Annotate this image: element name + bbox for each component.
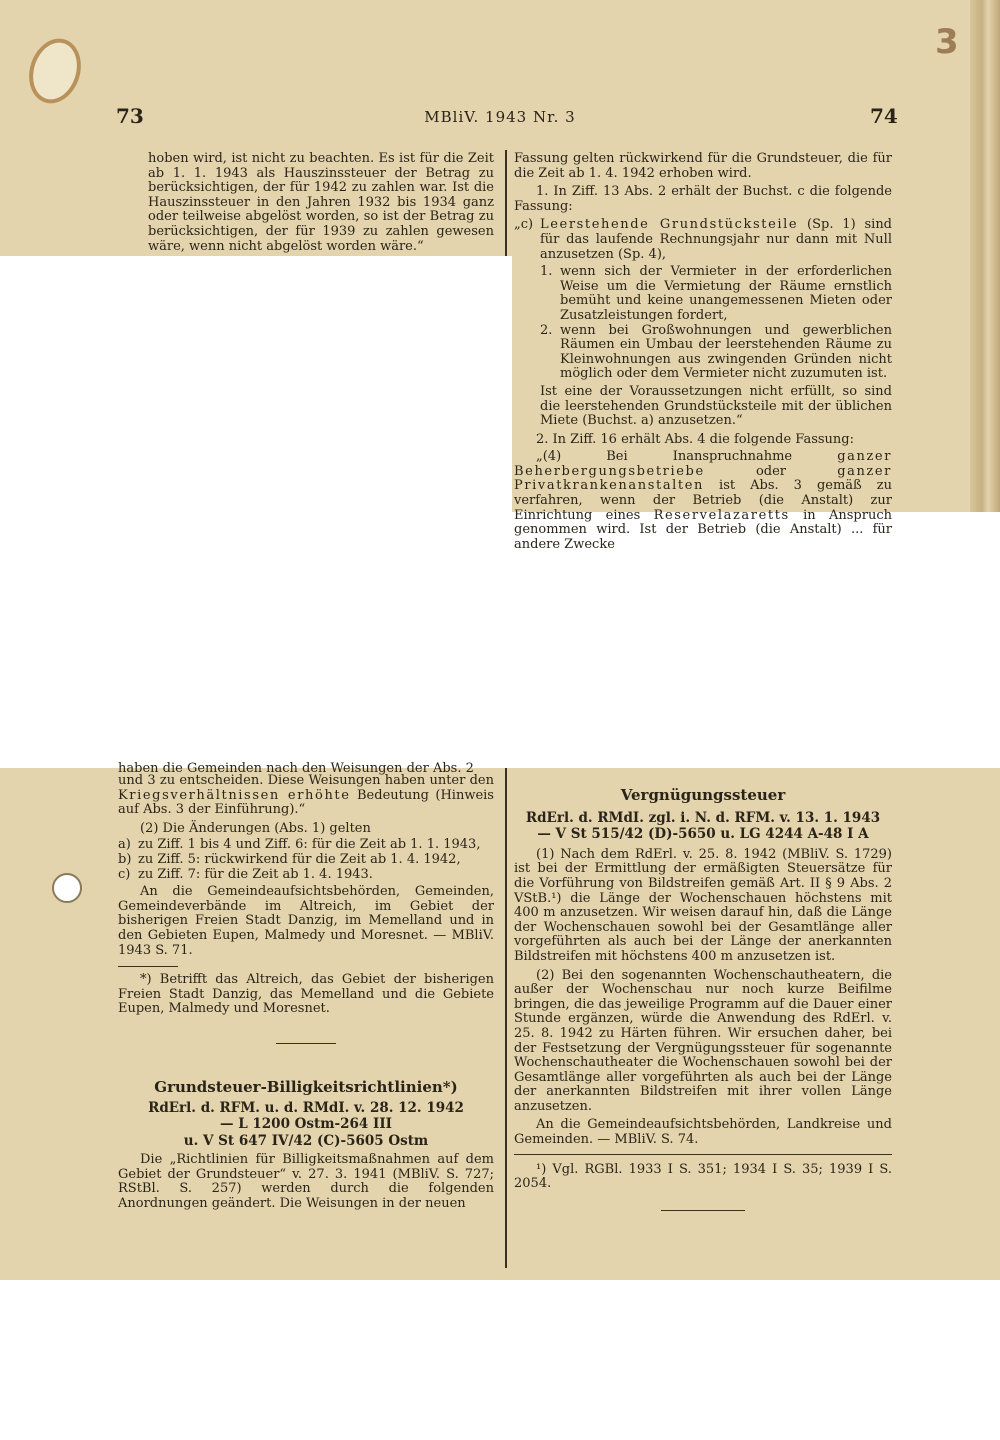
paragraph-weisungen: und 3 zu entscheiden. Diese Weisungen haben unter den Kriegsverhältnissen erhöhte Bedeutung (Hinweis auf Abs. 3 der Einführung).“ (118, 773, 494, 818)
footnote-rule (118, 966, 178, 967)
page-number-right: 74 (870, 104, 898, 128)
sub-item-1: 1. wenn sich der Vermieter in der erforderlichen Weise um die Vermietung der Räume ernstlich bemüht und keine unangemessenen Mieten oder Zusatzleistungen fordert, (540, 264, 892, 323)
paragraph-closing: Ist eine der Voraussetzungen nicht erfüllt, so sind die leerstehenden Grundstücksteile mit der üblichen Miete (Buchst. a) anzusetzen.“ (540, 383, 892, 429)
top-left-column (148, 152, 494, 256)
paragraph-body: Die „Richtlinien für Billigkeitsmaßnahmen auf dem Gebiet der Grundsteuer“ v. 27. 3. 1941 (MBliV. S. 727; RStBl. S. 257) werden durch die folgenden Anordnungen geändert. Die Weisungen in der neuen (118, 1152, 494, 1212)
column-rule-bottom (505, 768, 507, 1268)
decree-line: — V St 515/42 (D)-5650 u. LG 4244 A-48 I A (537, 826, 869, 843)
paragraph: hoben wird, ist nicht zu beachten. Es ist für die Zeit ab 1. 1. 1943 als Hauszinssteuer der Betrag zu berücksichtigen, der für 1942 zu zahlen war. Ist die Hauszinssteuer in den Jahren 1932 bis 1934 ganz oder teilweise abgelöst worden, so ist der Betrag zu berücksichtigen, der für 1939 zu zahlen gewesen wäre, wenn nicht abgelöst worden wäre.“ (148, 151, 494, 254)
list-item: c) zu Ziff. 7: für die Zeit ab 1. 4. 1943. (118, 866, 373, 882)
paragraph-aenderungen: (2) Die Änderungen (Abs. 1) gelten (140, 820, 371, 836)
punch-hole (52, 873, 82, 903)
paragraph-abs4: „(4) Bei Inanspruchnahme ganzer Beherbergungsbetriebe oder ganzer Privatkrankenanstalten ist Abs. 3 gemäß zu verfahren, wenn der Betrieb (die Anstalt) zur Einrichtung eines Reservelazaretts in Anspruch genommen wird. Ist der Betrieb (die Anstalt) ... für andere Zwecke (514, 449, 893, 552)
bottom-left-column (118, 762, 494, 1214)
cut-line: haben die Gemeinden nach den Weisungen der Abs. 2 (118, 761, 474, 776)
page-stack-edge (970, 0, 1000, 512)
section-divider (276, 1043, 336, 1044)
decree-line: u. V St 647 IV/42 (C)-5605 Ostm (183, 1132, 429, 1149)
section-title: Vergnügungssteuer (620, 786, 786, 804)
running-title: MBliV. 1943 Nr. 3 (424, 108, 576, 126)
paragraph-item-1: 1. In Ziff. 13 Abs. 2 erhält der Buchst. c die folgende Fassung: (514, 184, 892, 214)
page-number-left: 73 (116, 104, 144, 128)
paragraph-2: (2) Bei den sogenannten Wochenschautheatern, die außer der Wochenschau nur noch kurze Beifilme bringen, die das jeweilige Programm auf die Dauer einer Stunde ergänzen, würde die Anwendung des RdErl. v. 25. 8. 1942 zu Härten führen. Wir ersuchen daher, bei der Festsetzung der Vergnügungssteuer für sogenannte Wochenschautheater die Wochenschauen sowohl bei der Gesamtlänge aller vorgeführten als auch bei der Länge der anerkannten Bildstreifen mit ihrer vollen Länge anzusetzen. (514, 967, 892, 1114)
paragraph-addressees: An die Gemeindeaufsichtsbehörden, Landkreise und Gemeinden. — MBliV. S. 74. (514, 1117, 892, 1148)
list-item: a) zu Ziff. 1 bis 4 und Ziff. 6: für die Zeit ab 1. 1. 1943, (118, 837, 481, 853)
bottom-right-column (514, 788, 892, 1211)
paragraph-intro: Fassung gelten rückwirkend für die Grundsteuer, die für die Zeit ab 1. 4. 1942 erhoben wird. (514, 151, 892, 181)
clause-text: (Sp. 1) sind für das laufende Rechnungsjahr nur dann mit Null anzusetzen (Sp. 4), (540, 217, 893, 262)
footnote: *) Betrifft das Altreich, das Gebiet der bisherigen Freien Stadt Danzig, das Memelland und die Gebiete Eupen, Malmedy und Moresnet. (118, 972, 494, 1017)
pencil-mark: 3 (935, 22, 959, 62)
footnote: ¹) Vgl. RGBl. 1933 I S. 351; 1934 I S. 35; 1939 I S. 2054. (514, 1161, 892, 1192)
section-title: Grundsteuer-Billigkeitsrichtlinien*) (154, 1077, 458, 1096)
column-rule-top (505, 150, 507, 256)
footnote-rule (514, 1154, 892, 1155)
spaced-term: Leerstehende Grundstücksteile (540, 217, 799, 233)
top-right-column (514, 151, 893, 552)
clause-label: „c) (514, 217, 534, 233)
decree-line: RdErl. d. RMdI. zgl. i. N. d. RFM. v. 13. 1. 1943 (525, 809, 881, 826)
sub-item-2: 2. wenn bei Großwohnungen und gewerblichen Räumen ein Umbau der leerstehenden Räume zu Kleinwohnungen aus zwingenden Gründen nicht möglich oder dem Vermieter nicht zuzumuten ist. (540, 322, 892, 382)
decree-line: — L 1200 Ostm-264 III (220, 1116, 392, 1133)
paragraph-item-2: 2. In Ziff. 16 erhält Abs. 4 die folgende Fassung: (536, 431, 854, 447)
decree-line: RdErl. d. RFM. u. d. RMdI. v. 28. 12. 1942 (148, 1099, 464, 1116)
paragraph-addressees: An die Gemeindeaufsichtsbehörden, Gemeinden, Gemeindeverbände im Altreich, im Gebiet der bisherigen Freien Stadt Danzig, im Memelland und in den Gebieten Eupen, Malmedy und Moresnet. — MBliV. 1943 S. 71. (118, 884, 494, 958)
section-divider (661, 1210, 745, 1211)
paragraph-1: (1) Nach dem RdErl. v. 25. 8. 1942 (MBliV. S. 1729) ist bei der Ermittlung der ermäßigten Steuersätze für die Vorführung von Bildstreifen gemäß Art. II § 9 Abs. 2 VStB.¹) die Länge der Wochenschauen höchstens mit 400 m anzusetzen. Wir weisen darauf hin, daß die Länge der Wochenschauen sowohl bei der Gesamtlänge aller vorgeführten als auch bei der Länge der anerkannten Bildstreifen mit höchstens 400 m anzusetzen ist. (514, 846, 892, 964)
clause-c (514, 218, 892, 262)
list-item: b) zu Ziff. 5: rückwirkend für die Zeit ab 1. 4. 1942, (118, 851, 461, 867)
